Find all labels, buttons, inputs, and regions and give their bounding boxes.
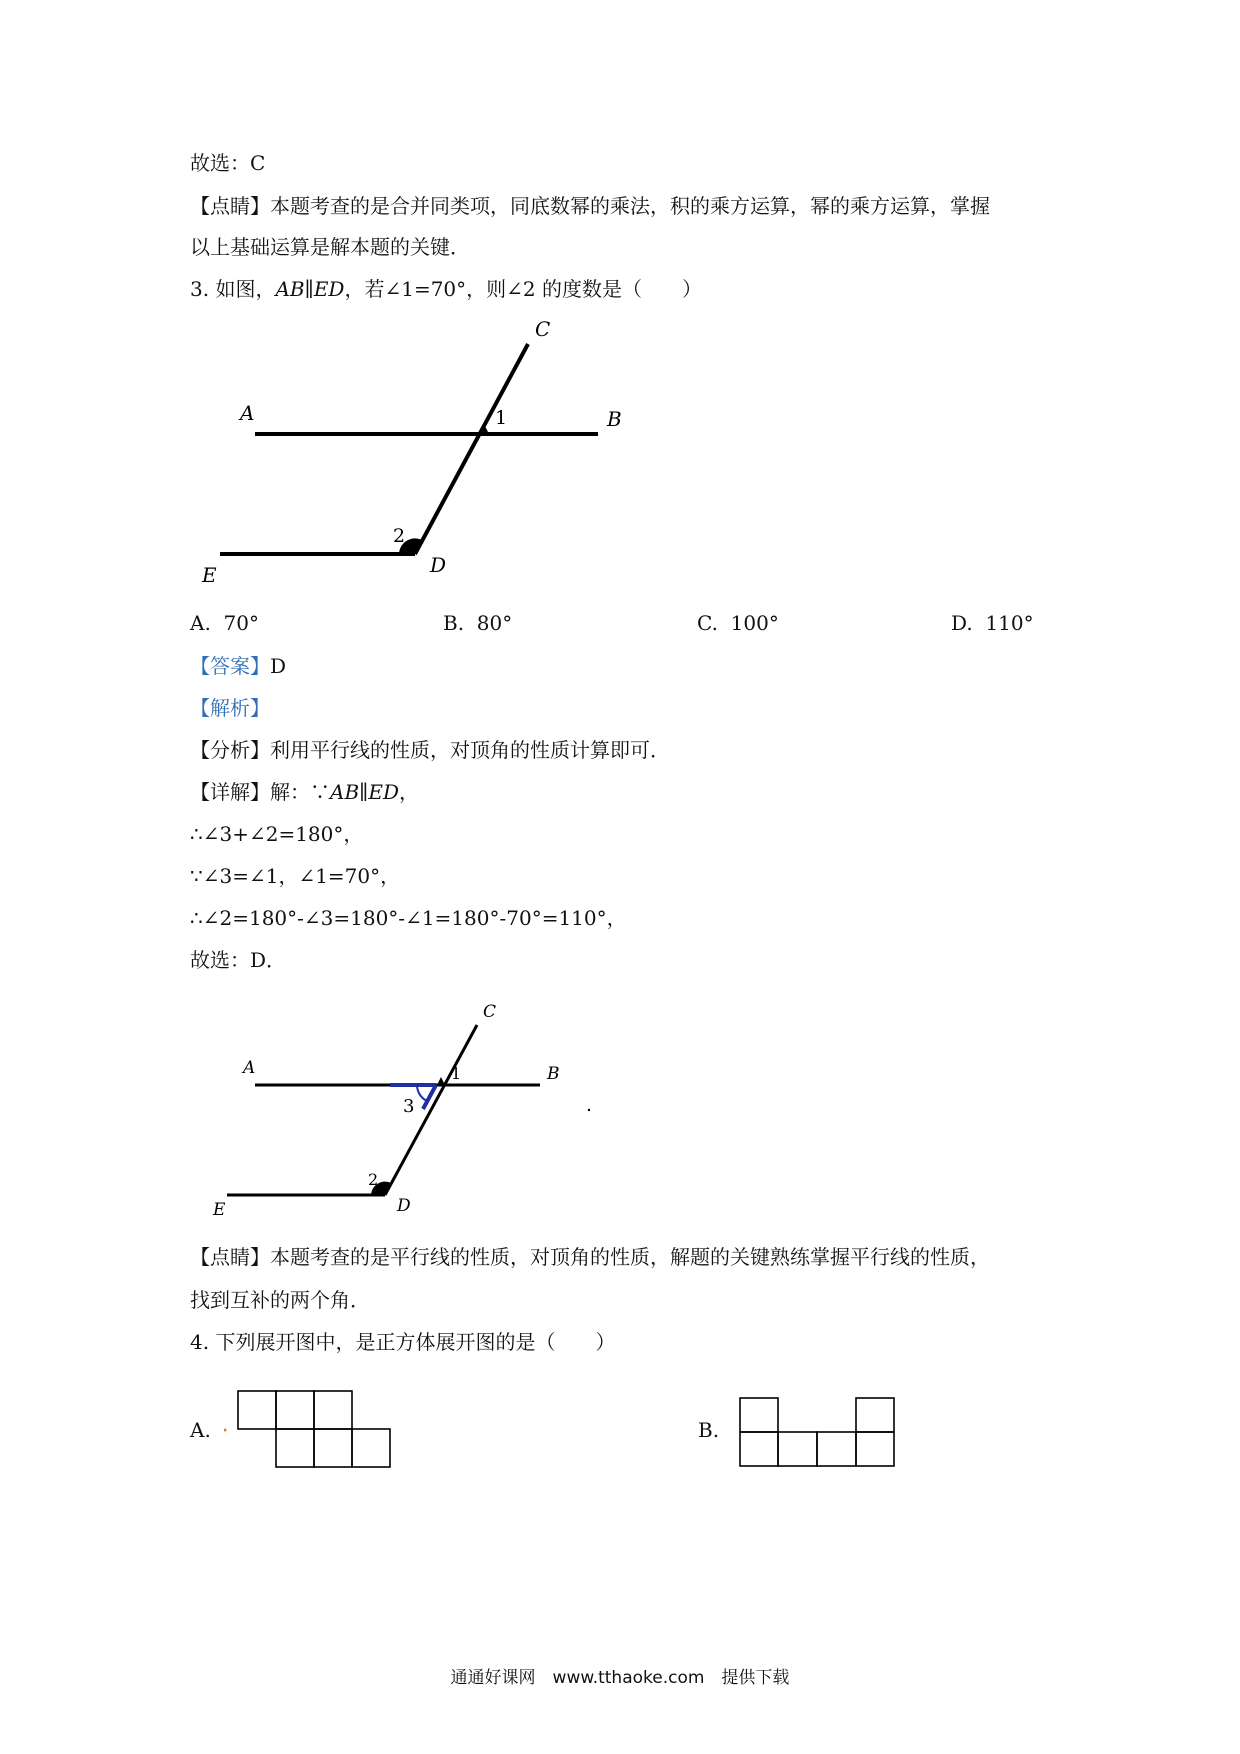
net-a-square <box>352 1429 390 1467</box>
q3-stem-suffix: ，若∠1=70°，则∠2 的度数是（ ） <box>344 277 702 301</box>
net-a-square <box>276 1429 314 1467</box>
net-a-square <box>314 1391 352 1429</box>
angle-3-arc <box>417 1085 427 1101</box>
solution-label-angle-1: 1 <box>451 1064 462 1083</box>
q3-detail-parallel: AB∥ED <box>330 780 400 804</box>
q3-option-a-letter: A. <box>190 611 211 635</box>
q3-detail <box>190 779 419 805</box>
solution-label-angle-3: 3 <box>403 1096 415 1117</box>
q3-comment-line-1: 【点睛】本题考查的是平行线的性质，对顶角的性质，解题的关键熟练掌握平行线的性质， <box>190 1245 990 1269</box>
q3-figure <box>190 310 650 600</box>
q4-option-a-label: A. <box>190 1418 211 1442</box>
q4-option-a-net <box>224 1389 396 1471</box>
solution-label-c: C <box>483 1002 497 1022</box>
solution-label-d: D <box>397 1196 411 1215</box>
net-b-square <box>740 1398 778 1432</box>
q3-stem-prefix: 3. 如图， <box>190 277 276 301</box>
net-b-square <box>856 1398 894 1432</box>
net-b-square <box>778 1432 817 1466</box>
q3-answer-value: D <box>270 654 287 678</box>
net-b-square <box>856 1432 894 1466</box>
label-a: A <box>240 401 255 425</box>
label-d: D <box>430 553 447 577</box>
label-angle-1: 1 <box>495 407 508 429</box>
label-c: C <box>535 317 551 341</box>
prev-answer-line: 故选：C <box>190 151 266 175</box>
net-a-square <box>276 1391 314 1429</box>
stray-dot <box>588 1109 590 1111</box>
net-a-square <box>314 1429 352 1467</box>
q3-detail-suffix: ， <box>399 780 420 804</box>
q3-option-d-text: 110° <box>985 611 1034 635</box>
stray-dot-a <box>224 1429 227 1432</box>
solution-label-angle-2: 2 <box>368 1170 379 1189</box>
label-angle-2: 2 <box>393 525 406 547</box>
q4-stem: 4. 下列展开图中，是正方体展开图的是（ ） <box>190 1330 616 1354</box>
q3-fenxi: 【分析】利用平行线的性质，对顶角的性质计算即可． <box>190 738 670 762</box>
q3-solution-figure <box>205 995 605 1215</box>
q3-comment-line-2: 找到互补的两个角． <box>190 1288 370 1312</box>
net-b-square <box>740 1432 778 1466</box>
q3-step-1: ∴∠3+∠2=180°， <box>190 822 364 846</box>
q3-answer-line: 故选：D． <box>190 948 287 972</box>
q3-option-b-text: 80° <box>476 611 513 635</box>
label-b: B <box>607 407 622 431</box>
prev-comment-line-2: 以上基础运算是解本题的关键． <box>190 235 470 259</box>
q3-option-c-text: 100° <box>730 611 779 635</box>
label-e: E <box>202 563 217 587</box>
q3-step-3: ∴∠2=180°-∠3=180°-∠1=180°-70°=110°， <box>190 906 627 930</box>
q3-answer <box>190 653 286 679</box>
q3-option-d-letter: D. <box>951 611 973 635</box>
q3-option-c-letter: C. <box>697 611 718 635</box>
q4-option-b-label: B. <box>698 1418 720 1442</box>
solution-label-a: A <box>243 1058 256 1078</box>
q3-option-a-text: 70° <box>223 611 259 635</box>
net-b-square <box>817 1432 856 1466</box>
q3-option-a <box>190 610 259 636</box>
q3-option-b <box>443 610 512 636</box>
q3-detail-prefix: 【详解】解：∵ <box>190 780 330 804</box>
net-a-square <box>238 1391 276 1429</box>
q3-stem <box>190 276 702 302</box>
solution-label-e: E <box>213 1200 226 1215</box>
q3-stem-parallel: AB∥ED <box>275 277 345 301</box>
q3-option-d <box>951 610 1034 636</box>
page-footer: 通通好课网 www.tthaoke.com 提供下载 <box>450 1668 790 1688</box>
q3-option-b-letter: B. <box>443 611 465 635</box>
q3-option-c <box>697 610 779 636</box>
solution-line-cd <box>385 1025 477 1195</box>
q3-answer-tag: 【答案】 <box>190 654 270 678</box>
q4-option-b-net <box>738 1396 900 1472</box>
solution-angle-1-mark <box>437 1077 445 1085</box>
line-cd <box>415 344 528 554</box>
prev-comment-line-1: 【点睛】本题考查的是合并同类项，同底数幂的乘法，积的乘方运算，幂的乘方运算，掌握 <box>190 194 990 218</box>
q3-analysis-tag: 【解析】 <box>190 696 270 720</box>
q3-step-2: ∵∠3=∠1，∠1=70°， <box>190 864 401 888</box>
solution-label-b: B <box>547 1064 560 1084</box>
